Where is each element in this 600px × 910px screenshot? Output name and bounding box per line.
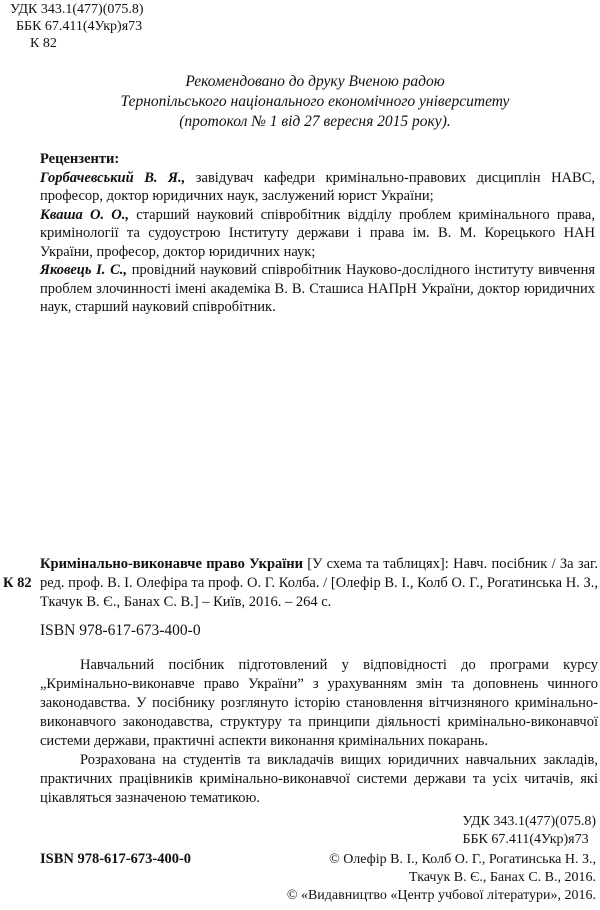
- recommendation-line-2: Тернопільського національного економічного університету: [120, 93, 510, 110]
- recommendation-line-1: Рекомендовано до друку Вченою радою: [185, 73, 445, 90]
- catalog-description: [У схема та таблицях]: Навч. посібник / За заг. ред. проф. В. І. Олефіра та проф. О. Г. Колба. / [Олефір В. І., Колб О. Г., Рогатинська Н. З., Ткачук В. Є., Банах С. В.] – Київ, 2016. – 264 с.: [40, 556, 598, 610]
- reviewers-heading: Рецензенти:: [40, 151, 120, 167]
- udk-code: УДК 343.1(477)(075.8): [10, 2, 144, 17]
- bbk-code-bottom: ББК 67.411(4Укр)я73: [462, 832, 589, 847]
- reviewer-item: [40, 261, 595, 317]
- isbn-bottom: ISBN 978-617-673-400-0: [40, 851, 192, 867]
- copyright-line-3: © «Видавництво «Центр учбової літератури», 2016.: [286, 888, 596, 903]
- reviewer-description: провідний науковий співробітник Науково-дослідного інституту вивчення проблем злочинності імені академіка В. В. Сташиса НАПрН України, доктор юридичних наук, старший науковий співробітник.: [40, 262, 596, 315]
- copyright-block: [287, 851, 596, 905]
- book-title: Кримінально-виконавче право України: [40, 556, 303, 572]
- catalog-author-mark: К 82: [3, 575, 32, 591]
- copyright-line-1: © Олефір В. І., Колб О. Г., Рогатинська Н. З.,: [329, 852, 596, 867]
- catalog-record: [40, 555, 598, 612]
- reviewers-block: [40, 150, 595, 317]
- reviewer-description: старший науковий співробітник відділу проблем кримінального права, кримінології та судоустрою Інституту держави і права ім. В. М. Корецького НАН України, професор, доктор юридичних наук;: [40, 206, 595, 260]
- copyright-line-2: Ткачук В. Є., Банах С. В., 2016.: [408, 870, 596, 885]
- reviewer-name: Горбачевський В. Я.,: [40, 169, 186, 186]
- isbn-top: ISBN 978-617-673-400-0: [40, 622, 201, 639]
- annotation-paragraph-1: Навчальний посібник підготовлений у відповідності до програми курсу „Кримінально-виконавче право України” з урахуванням змін та доповнень чинного законодавства. У посібнику розглянуто історію становлення вітчизняного кримінально-виконавчого законодавства, структуру та принципи діяльності кримінально-виконавчої системи держави, практичні аспекти виконання кримінальних покарань.: [40, 657, 598, 749]
- annotation-paragraph-2: Розрахована на студентів та викладачів вищих юридичних навчальних закладів, практичних працівників кримінально-виконавчої системи держави та усіх читачів, які цікавляться зазначеною тематикою.: [40, 752, 598, 806]
- author-mark: К 82: [30, 36, 57, 51]
- annotation: [40, 656, 598, 808]
- reviewer-item: [40, 169, 595, 206]
- bbk-code: ББК 67.411(4Укр)я73: [16, 19, 143, 34]
- top-classification-codes: [10, 1, 144, 52]
- recommendation-line-3: (протокол № 1 від 27 вересня 2015 року).: [179, 113, 451, 130]
- reviewer-name: Кваша О. О.,: [40, 206, 130, 223]
- reviewer-description: завідувач кафедри кримінально-правових дисциплін НАВС, професор, доктор юридичних наук, заслужений юрист України;: [40, 169, 595, 204]
- udk-code-bottom: УДК 343.1(477)(075.8): [462, 814, 596, 829]
- bottom-classification-codes: [462, 813, 596, 849]
- reviewer-item: [40, 206, 595, 262]
- recommendation-block: [40, 72, 590, 132]
- reviewer-name: Яковець І. С.,: [40, 262, 128, 278]
